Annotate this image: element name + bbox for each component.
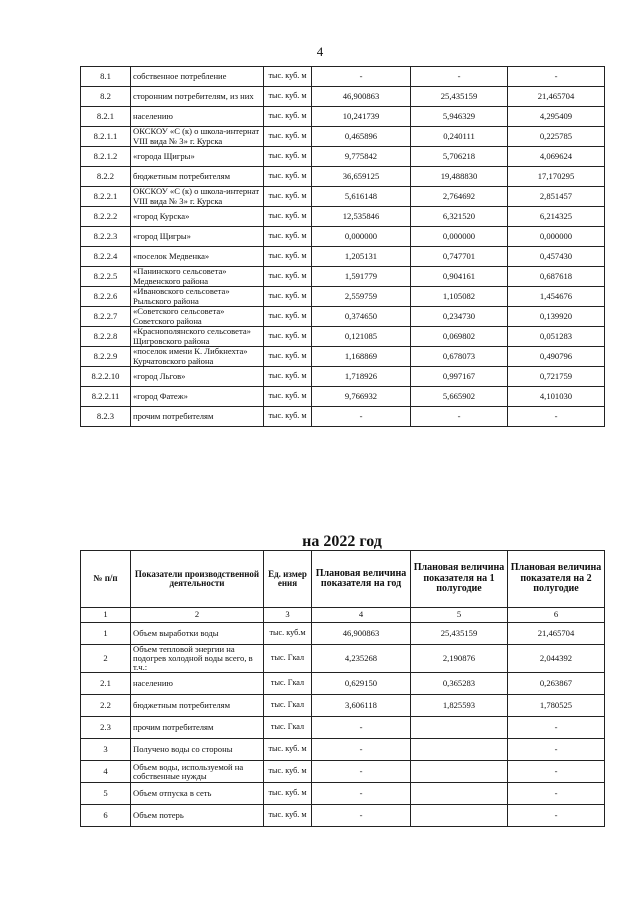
table-row bbox=[81, 327, 605, 347]
value-half-1: 0,997167 bbox=[411, 367, 508, 387]
unit: тыс. Гкал bbox=[264, 717, 312, 739]
header-cell: Ед. измер ения bbox=[264, 551, 312, 608]
indicator-name: «Советского сельсовета» Советского района bbox=[131, 307, 264, 327]
value-half-1: 2,190876 bbox=[411, 645, 508, 673]
value-half-1: 0,234730 bbox=[411, 307, 508, 327]
unit: тыс. куб. м bbox=[264, 327, 312, 347]
row-number: 3 bbox=[81, 739, 131, 761]
unit: тыс. Гкал bbox=[264, 673, 312, 695]
table-row bbox=[81, 87, 605, 107]
unit: тыс. куб. м bbox=[264, 761, 312, 783]
unit: тыс. Гкал bbox=[264, 645, 312, 673]
row-number: 8.2.1.1 bbox=[81, 127, 131, 147]
unit: тыс. куб. м bbox=[264, 387, 312, 407]
row-number: 2 bbox=[81, 645, 131, 673]
unit: тыс. куб. м bbox=[264, 739, 312, 761]
value-year: 12,535846 bbox=[312, 207, 411, 227]
row-number: 8.2.2.7 bbox=[81, 307, 131, 327]
value-half-2: - bbox=[508, 783, 605, 805]
row-number: 8.2.2 bbox=[81, 167, 131, 187]
unit: тыс. куб. м bbox=[264, 267, 312, 287]
value-half-2: - bbox=[508, 761, 605, 783]
unit: тыс. куб. м bbox=[264, 407, 312, 427]
row-number: 8.2.1.2 bbox=[81, 147, 131, 167]
unit: тыс. куб. м bbox=[264, 87, 312, 107]
indicator-name: бюджетным потребителям bbox=[131, 695, 264, 717]
value-year: - bbox=[312, 739, 411, 761]
value-year: 46,900863 bbox=[312, 623, 411, 645]
row-number: 8.2.3 bbox=[81, 407, 131, 427]
value-half-2: 0,000000 bbox=[508, 227, 605, 247]
indicator-name: «Панинского сельсовета» Медвенского района bbox=[131, 267, 264, 287]
indicator-name: Объем потерь bbox=[131, 805, 264, 827]
header-cell: Плановая величина показателя на 2 полугодие bbox=[508, 551, 605, 608]
table-row bbox=[81, 783, 605, 805]
value-half-2: 0,263867 bbox=[508, 673, 605, 695]
indicator-name: «поселок Медвенка» bbox=[131, 247, 264, 267]
row-number: 8.2.2.2 bbox=[81, 207, 131, 227]
row-number: 8.2.2.4 bbox=[81, 247, 131, 267]
table-row bbox=[81, 347, 605, 367]
row-number: 8.2.1 bbox=[81, 107, 131, 127]
unit: тыс. куб. м bbox=[264, 187, 312, 207]
value-half-1: 0,000000 bbox=[411, 227, 508, 247]
value-half-1: 1,105082 bbox=[411, 287, 508, 307]
value-half-1: 0,240111 bbox=[411, 127, 508, 147]
year-heading: на 2022 год bbox=[302, 533, 382, 550]
value-year: 1,205131 bbox=[312, 247, 411, 267]
row-number: 8.1 bbox=[81, 67, 131, 87]
value-half-1 bbox=[411, 761, 508, 783]
value-year: 0,121085 bbox=[312, 327, 411, 347]
indicator-name: прочим потребителям bbox=[131, 717, 264, 739]
value-half-2: 0,490796 bbox=[508, 347, 605, 367]
header-cell: № п/п bbox=[81, 551, 131, 608]
unit: тыс. куб. м bbox=[264, 227, 312, 247]
value-half-1 bbox=[411, 717, 508, 739]
value-year: - bbox=[312, 783, 411, 805]
indicator-name: Получено воды со стороны bbox=[131, 739, 264, 761]
value-half-1: 2,764692 bbox=[411, 187, 508, 207]
table-row bbox=[81, 247, 605, 267]
unit: тыс. куб. м bbox=[264, 367, 312, 387]
unit: тыс. куб. м bbox=[264, 67, 312, 87]
row-number: 2.3 bbox=[81, 717, 131, 739]
table-row bbox=[81, 307, 605, 327]
value-half-2: 1,780525 bbox=[508, 695, 605, 717]
column-number: 1 bbox=[81, 608, 131, 623]
unit: тыс. куб. м bbox=[264, 147, 312, 167]
value-half-1: 1,825593 bbox=[411, 695, 508, 717]
unit: тыс. куб. м bbox=[264, 287, 312, 307]
value-year: - bbox=[312, 805, 411, 827]
row-number: 8.2.2.1 bbox=[81, 187, 131, 207]
page-number: 4 bbox=[316, 44, 324, 59]
value-half-2: 17,170295 bbox=[508, 167, 605, 187]
indicator-name: «города Щигры» bbox=[131, 147, 264, 167]
unit: тыс. куб. м bbox=[264, 307, 312, 327]
column-number: 3 bbox=[264, 608, 312, 623]
value-half-1 bbox=[411, 739, 508, 761]
value-half-2: 4,295409 bbox=[508, 107, 605, 127]
table-row bbox=[81, 717, 605, 739]
indicator-name: Объем отпуска в сеть bbox=[131, 783, 264, 805]
unit: тыс. куб. м bbox=[264, 167, 312, 187]
table-row bbox=[81, 695, 605, 717]
value-half-2: 2,851457 bbox=[508, 187, 605, 207]
value-year: - bbox=[312, 67, 411, 87]
indicator-name: ОКСКОУ «С (к) о школа-интернат VIII вида № 3» г. Курска bbox=[131, 187, 264, 207]
column-number: 6 bbox=[508, 608, 605, 623]
table-row bbox=[81, 367, 605, 387]
header-cell: Плановая величина показателя на 1 полугодие bbox=[411, 551, 508, 608]
table-row bbox=[81, 127, 605, 147]
row-number: 4 bbox=[81, 761, 131, 783]
unit: тыс. куб. м bbox=[264, 107, 312, 127]
value-half-1: - bbox=[411, 407, 508, 427]
table-row bbox=[81, 407, 605, 427]
value-half-1: 5,946329 bbox=[411, 107, 508, 127]
indicator-name: «город Льгов» bbox=[131, 367, 264, 387]
row-number: 2.1 bbox=[81, 673, 131, 695]
table-row bbox=[81, 67, 605, 87]
value-year: 1,591779 bbox=[312, 267, 411, 287]
row-number: 8.2.2.6 bbox=[81, 287, 131, 307]
table-row bbox=[81, 167, 605, 187]
value-half-2: - bbox=[508, 805, 605, 827]
table-row bbox=[81, 107, 605, 127]
row-number: 8.2.2.10 bbox=[81, 367, 131, 387]
table-row bbox=[81, 187, 605, 207]
production-table-body bbox=[81, 623, 605, 827]
value-year: 3,606118 bbox=[312, 695, 411, 717]
table-row bbox=[81, 645, 605, 673]
indicator-name: «город Щигры» bbox=[131, 227, 264, 247]
column-number: 2 bbox=[131, 608, 264, 623]
value-year: 0,000000 bbox=[312, 227, 411, 247]
value-half-2: 21,465704 bbox=[508, 87, 605, 107]
indicator-name: сторонним потребителям, из них bbox=[131, 87, 264, 107]
column-number-row bbox=[81, 608, 605, 623]
value-year: - bbox=[312, 761, 411, 783]
value-year: 0,465896 bbox=[312, 127, 411, 147]
unit: тыс. куб. м bbox=[264, 783, 312, 805]
consumption-table bbox=[80, 66, 605, 427]
value-half-1 bbox=[411, 805, 508, 827]
column-number: 4 bbox=[312, 608, 411, 623]
value-half-2: - bbox=[508, 739, 605, 761]
value-year: - bbox=[312, 717, 411, 739]
table-row bbox=[81, 739, 605, 761]
value-half-1: 0,365283 bbox=[411, 673, 508, 695]
row-number: 8.2.2.3 bbox=[81, 227, 131, 247]
value-half-1: 5,665902 bbox=[411, 387, 508, 407]
unit: тыс. куб. м bbox=[264, 207, 312, 227]
value-half-2: - bbox=[508, 717, 605, 739]
value-half-1: 25,435159 bbox=[411, 87, 508, 107]
row-number: 6 bbox=[81, 805, 131, 827]
indicator-name: «Краснополянского сельсовета» Щигровского района bbox=[131, 327, 264, 347]
value-year: 9,775842 bbox=[312, 147, 411, 167]
row-number: 2.2 bbox=[81, 695, 131, 717]
value-year: 1,718926 bbox=[312, 367, 411, 387]
value-half-1: 0,069802 bbox=[411, 327, 508, 347]
table-row bbox=[81, 805, 605, 827]
row-number: 8.2.2.5 bbox=[81, 267, 131, 287]
value-half-2: 2,044392 bbox=[508, 645, 605, 673]
table-row bbox=[81, 147, 605, 167]
value-year: 1,168869 bbox=[312, 347, 411, 367]
value-year: 46,900863 bbox=[312, 87, 411, 107]
table-row bbox=[81, 761, 605, 783]
value-year: 2,559759 bbox=[312, 287, 411, 307]
value-half-2: 1,454676 bbox=[508, 287, 605, 307]
value-year: 0,374650 bbox=[312, 307, 411, 327]
row-number: 8.2 bbox=[81, 87, 131, 107]
indicator-name: «Ивановского сельсовета» Рыльского района bbox=[131, 287, 264, 307]
indicator-name: прочим потребителям bbox=[131, 407, 264, 427]
value-year: 0,629150 bbox=[312, 673, 411, 695]
column-number: 5 bbox=[411, 608, 508, 623]
row-number: 8.2.2.8 bbox=[81, 327, 131, 347]
indicator-name: Объем выработки воды bbox=[131, 623, 264, 645]
header-row bbox=[81, 551, 605, 608]
table-row bbox=[81, 287, 605, 307]
table-row bbox=[81, 387, 605, 407]
indicator-name: «город Фатеж» bbox=[131, 387, 264, 407]
unit: тыс. куб. м bbox=[264, 805, 312, 827]
value-half-2: 0,051283 bbox=[508, 327, 605, 347]
indicator-name: «город Курска» bbox=[131, 207, 264, 227]
consumption-table-body bbox=[81, 67, 605, 427]
value-half-2: 0,457430 bbox=[508, 247, 605, 267]
table-row bbox=[81, 673, 605, 695]
value-half-2: 0,225785 bbox=[508, 127, 605, 147]
indicator-name: собственное потребление bbox=[131, 67, 264, 87]
value-half-1 bbox=[411, 783, 508, 805]
value-year: 4,235268 bbox=[312, 645, 411, 673]
value-half-1: 5,706218 bbox=[411, 147, 508, 167]
indicator-name: населению bbox=[131, 673, 264, 695]
unit: тыс. Гкал bbox=[264, 695, 312, 717]
indicator-name: населению bbox=[131, 107, 264, 127]
value-half-2: 0,687618 bbox=[508, 267, 605, 287]
table-row bbox=[81, 267, 605, 287]
value-half-2: 0,721759 bbox=[508, 367, 605, 387]
value-year: 9,766932 bbox=[312, 387, 411, 407]
row-number: 5 bbox=[81, 783, 131, 805]
table-row bbox=[81, 207, 605, 227]
table-row bbox=[81, 623, 605, 645]
row-number: 8.2.2.9 bbox=[81, 347, 131, 367]
indicator-name: Объем тепловой энергии на подогрев холодной воды всего, в т.ч.: bbox=[131, 645, 264, 673]
unit: тыс. куб.м bbox=[264, 623, 312, 645]
value-half-1: 0,747701 bbox=[411, 247, 508, 267]
indicator-name: Объем воды, используемой на собственные нужды bbox=[131, 761, 264, 783]
value-year: 5,616148 bbox=[312, 187, 411, 207]
unit: тыс. куб. м bbox=[264, 347, 312, 367]
table-row bbox=[81, 227, 605, 247]
value-year: - bbox=[312, 407, 411, 427]
value-year: 10,241739 bbox=[312, 107, 411, 127]
indicator-name: «поселок имени К. Либкнехта» Курчатовского района bbox=[131, 347, 264, 367]
value-half-2: - bbox=[508, 407, 605, 427]
value-half-1: 0,678073 bbox=[411, 347, 508, 367]
value-half-2: 4,069624 bbox=[508, 147, 605, 167]
value-half-1: - bbox=[411, 67, 508, 87]
value-half-2: 4,101030 bbox=[508, 387, 605, 407]
value-half-2: 6,214325 bbox=[508, 207, 605, 227]
header-cell: Плановая величина показателя на год bbox=[312, 551, 411, 608]
row-number: 1 bbox=[81, 623, 131, 645]
production-table bbox=[80, 550, 605, 827]
value-half-1: 6,321520 bbox=[411, 207, 508, 227]
header-cell: Показатели производственной деятельности bbox=[131, 551, 264, 608]
row-number: 8.2.2.11 bbox=[81, 387, 131, 407]
unit: тыс. куб. м bbox=[264, 247, 312, 267]
indicator-name: ОКСКОУ «С (к) о школа-интернат VIII вида № 3» г. Курска bbox=[131, 127, 264, 147]
value-half-1: 0,904161 bbox=[411, 267, 508, 287]
value-half-1: 19,488830 bbox=[411, 167, 508, 187]
value-half-2: - bbox=[508, 67, 605, 87]
indicator-name: бюджетным потребителям bbox=[131, 167, 264, 187]
value-half-1: 25,435159 bbox=[411, 623, 508, 645]
value-half-2: 0,139920 bbox=[508, 307, 605, 327]
value-year: 36,659125 bbox=[312, 167, 411, 187]
unit: тыс. куб. м bbox=[264, 127, 312, 147]
value-half-2: 21,465704 bbox=[508, 623, 605, 645]
